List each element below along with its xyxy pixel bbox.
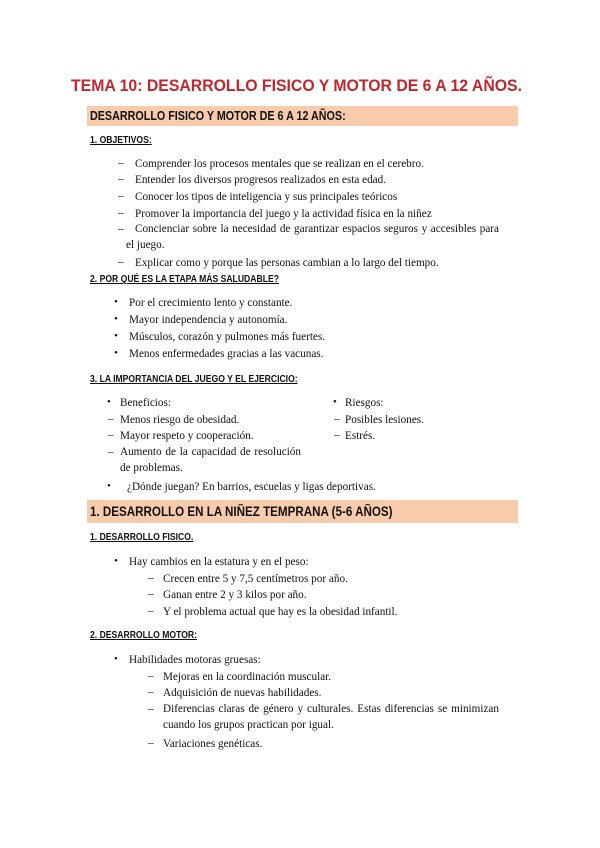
page-title: TEMA 10: DESARROLLO FISICO Y MOTOR DE 6 A 12 AÑOS. — [71, 76, 522, 95]
dash-marker: – — [148, 703, 154, 715]
motor-item: Mejoras en la coordinación muscular. — [163, 671, 332, 683]
heading-etapa-saludable: 2. POR QUÉ ES LA ETAPA MÁS SALUDABLE? — [90, 273, 279, 285]
habilidades-text: Habilidades motoras gruesas: — [129, 654, 261, 666]
dash-marker: – — [108, 446, 114, 458]
dash-marker: – — [118, 190, 124, 202]
riesgos-label: Riesgos: — [345, 397, 384, 409]
saludable-item: Músculos, corazón y pulmones más fuertes. — [129, 331, 326, 343]
heading-desarrollo-fisico: 1. DESARROLLO FISICO. — [90, 531, 194, 543]
bullet-marker: • — [107, 480, 111, 492]
saludable-item: Menos enfermedades gracias a las vacunas. — [129, 348, 324, 360]
fisico-item: Y el problema actual que hay es la obesidad infantil. — [163, 606, 398, 618]
motor-item: Adquisición de nuevas habilidades. — [163, 687, 322, 699]
bullet-marker: • — [114, 313, 118, 325]
section-band-main-text: DESARROLLO FISICO Y MOTOR DE 6 A 12 AÑOS: — [90, 109, 346, 123]
dash-marker: – — [148, 670, 154, 682]
beneficio-item: Mayor respeto y cooperación. — [120, 430, 254, 442]
saludable-item: Por el crecimiento lento y constante. — [129, 297, 293, 309]
dash-marker: – — [108, 413, 114, 425]
dash-marker: – — [118, 157, 124, 169]
section-band-ninez-text: 1. DESARROLLO EN LA NIÑEZ TEMPRANA (5-6 AÑOS) — [90, 504, 393, 519]
heading-desarrollo-motor: 2. DESARROLLO MOTOR: — [90, 629, 197, 641]
dash-marker: – — [148, 737, 154, 749]
heading-juego-ejercicio: 3. LA IMPORTANCIA DEL JUEGO Y EL EJERCICIO: — [90, 373, 298, 385]
bullet-marker: • — [114, 555, 118, 567]
fisico-item: Ganan entre 2 y 3 kilos por año. — [163, 589, 307, 601]
beneficio-item: Aumento de la capacidad de resolución de problemas. — [120, 446, 301, 474]
bullet-marker: • — [333, 396, 337, 408]
section-band-ninez — [87, 500, 518, 523]
saludable-item: Mayor independencia y autonomía. — [129, 314, 288, 326]
dash-marker: – — [118, 173, 124, 185]
objetivo-item: Concienciar sobre la necesidad de garantizar espacios seguros y accesibles para el juego. — [126, 223, 499, 251]
dash-marker: – — [148, 686, 154, 698]
beneficio-item: Menos riesgo de obesidad. — [120, 414, 240, 426]
dash-marker: – — [334, 429, 340, 441]
fisico-item: Crecen entre 5 y 7,5 centímetros por año. — [163, 573, 348, 585]
bullet-marker: • — [107, 396, 111, 408]
objetivo-item: Explicar como y porque las personas cambian a lo largo del tiempo. — [135, 257, 439, 269]
donde-juegan-text: ¿Dónde juegan? En barrios, escuelas y ligas deportivas. — [127, 481, 376, 493]
bullet-marker: • — [114, 330, 118, 342]
estatura-peso-text: Hay cambios en la estatura y en el peso: — [129, 556, 309, 568]
bullet-marker: • — [114, 296, 118, 308]
dash-marker: – — [118, 256, 124, 268]
heading-objetivos: 1. OBJETIVOS: — [90, 134, 152, 146]
dash-marker: – — [148, 588, 154, 600]
section-band-main — [87, 106, 518, 126]
motor-item: Diferencias claras de género y culturales. Estas diferencias se minimizan cuando los grupos practican por igual. — [163, 703, 499, 731]
dash-marker: – — [118, 223, 124, 235]
dash-marker: – — [108, 429, 114, 441]
motor-item: Variaciones genéticas. — [163, 738, 263, 750]
dash-marker: – — [148, 572, 154, 584]
riesgo-item: Posibles lesiones. — [345, 414, 424, 426]
dash-marker: – — [334, 413, 340, 425]
riesgo-item: Estrés. — [345, 430, 376, 442]
objetivo-item: Entender los diversos progresos realizados en esta edad. — [135, 174, 387, 186]
objetivo-item: Conocer los tipos de inteligencia y sus principales teóricos — [135, 191, 398, 203]
dash-marker: – — [118, 207, 124, 219]
objetivo-item: Comprender los procesos mentales que se realizan en el cerebro. — [135, 158, 424, 170]
objetivo-item: Promover la importancia del juego y la actividad física en la niñez — [135, 208, 432, 220]
dash-marker: – — [148, 605, 154, 617]
beneficios-label: Beneficios: — [120, 397, 171, 409]
bullet-marker: • — [114, 653, 118, 665]
bullet-marker: • — [114, 347, 118, 359]
